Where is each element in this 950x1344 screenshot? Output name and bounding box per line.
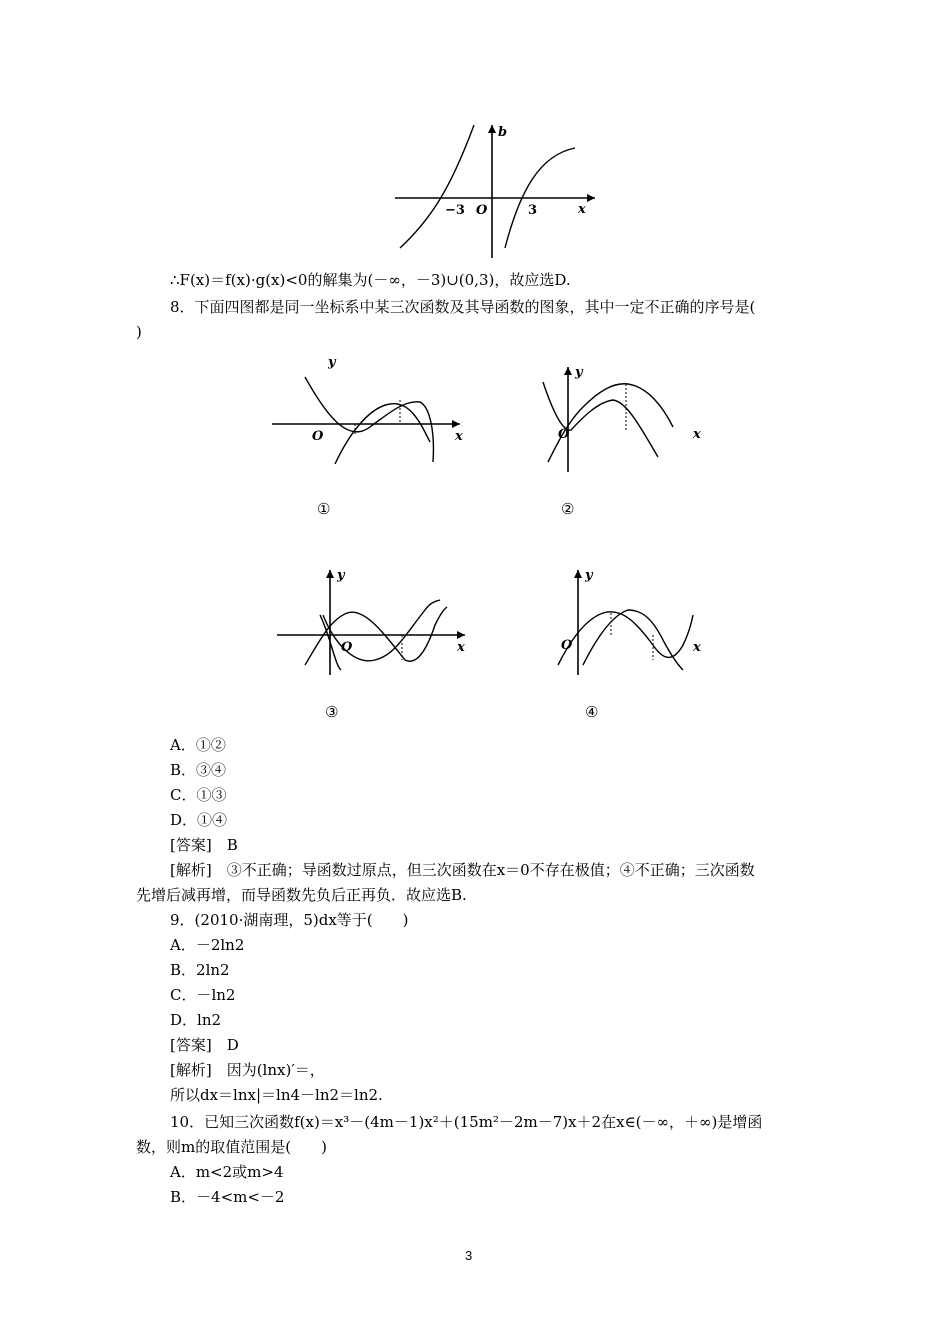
f2-o: O <box>558 427 570 442</box>
option-b: B．③④ <box>170 761 227 779</box>
f3-y: y <box>337 568 345 583</box>
answer-8: [答案] B <box>170 836 238 854</box>
curve-left <box>400 125 474 248</box>
option-a: A．①② <box>170 736 226 754</box>
question-8-paren: ) <box>136 323 142 341</box>
question-10b: 数，则m的取值范围是( ) <box>136 1138 327 1156</box>
text-line-conclusion: ∴F(x)＝f(x)·g(x)<0的解集为(－∞，－3)∪(0,3)，故应选D. <box>170 271 571 289</box>
q10-option-b: B．－4<m<－2 <box>170 1188 285 1206</box>
option-c: C．①③ <box>170 786 227 804</box>
f1-x: x <box>455 429 463 444</box>
f1-number: ① <box>317 500 331 518</box>
label-x: x <box>578 202 586 217</box>
question-8: 8．下面四图都是同一坐标系中某三次函数及其导函数的图象，其中一定不正确的序号是( <box>170 298 756 316</box>
f2-y: y <box>575 365 583 380</box>
figure-2 <box>538 362 718 522</box>
q9-option-b: B．2ln2 <box>170 961 230 979</box>
f3-x: x <box>457 640 465 655</box>
explanation-9b: 所以dx＝lnx|＝ln4－ln2＝ln2. <box>170 1086 383 1104</box>
option-d: D．①④ <box>170 811 228 829</box>
f4-number: ④ <box>585 703 599 721</box>
label-origin: O <box>476 203 488 218</box>
figure-4 <box>553 565 713 725</box>
q10-option-a: A．m<2或m>4 <box>170 1163 284 1181</box>
question-9: 9．(2010·湖南理，5)dx等于( ) <box>170 911 409 929</box>
f3-o: O <box>341 640 353 655</box>
label-b: b <box>498 125 508 140</box>
f2-number: ② <box>561 500 575 518</box>
question-10a: 10．已知三次函数f(x)＝x³－(4m－1)x²＋(15m²－2m－7)x＋2在x∈(－∞，＋∞)是增函 <box>170 1113 763 1131</box>
figure-3 <box>275 565 475 725</box>
f4-o: O <box>561 638 573 653</box>
explanation-8b: 先增后减再增，而导函数先负后正再负．故应选B. <box>136 886 467 904</box>
q9-option-a: A．－2ln2 <box>170 936 245 954</box>
label-neg3: −3 <box>445 203 465 218</box>
f2-x: x <box>693 427 701 442</box>
answer-9: [答案] D <box>170 1036 239 1054</box>
figure-top <box>390 120 600 262</box>
label-pos3: 3 <box>528 203 538 218</box>
page-number: 3 <box>465 1248 473 1263</box>
f4-y: y <box>585 568 593 583</box>
f1-o: O <box>312 429 324 444</box>
f1-y: y <box>328 355 336 370</box>
q9-option-c: C．－ln2 <box>170 986 236 1004</box>
f4-x: x <box>693 640 701 655</box>
q9-option-d: D．ln2 <box>170 1011 222 1029</box>
explanation-8a: [解析] ③不正确；导函数过原点，但三次函数在x＝0不存在极值；④不正确；三次函数 <box>170 861 755 879</box>
explanation-9a: [解析] 因为(lnx)′＝， <box>170 1061 325 1079</box>
figure-1 <box>270 352 470 522</box>
f3-number: ③ <box>325 703 339 721</box>
